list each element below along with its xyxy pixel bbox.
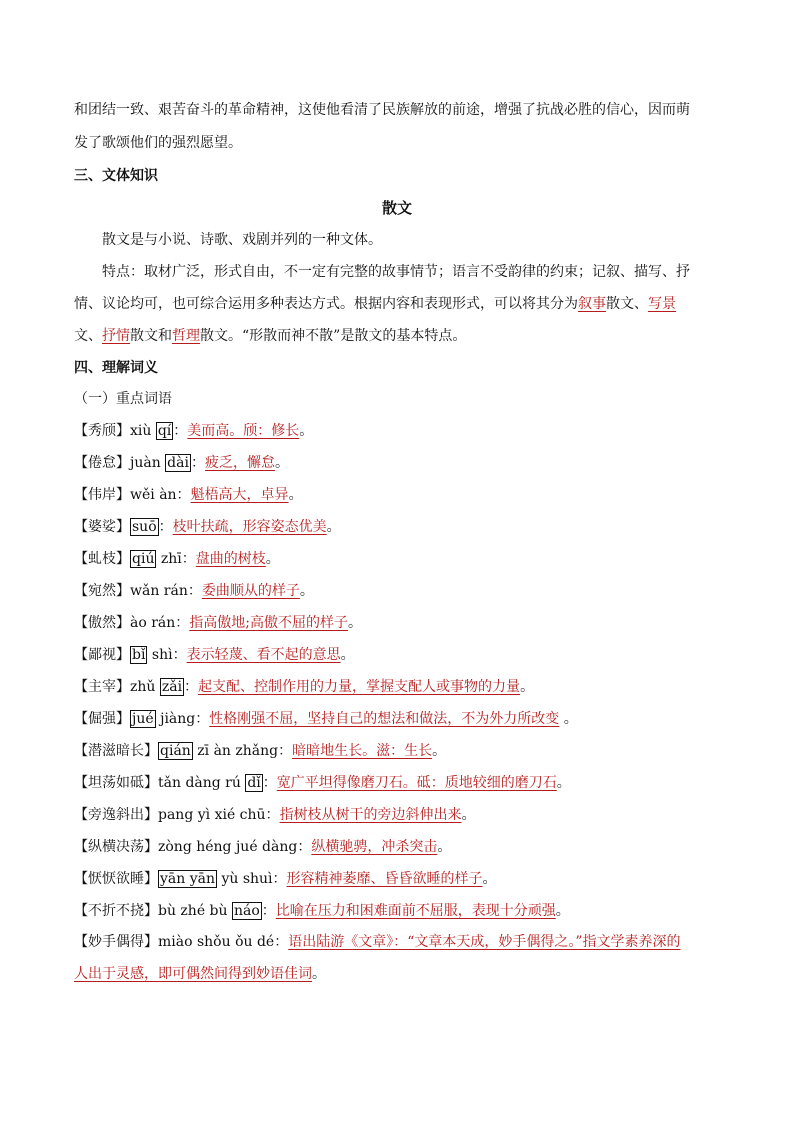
vocab-term: 【倦怠】 — [74, 455, 130, 471]
text-segment: 。 — [265, 551, 280, 567]
vocab-pinyin: ： — [261, 903, 276, 919]
vocab-entry-last-line-2 — [74, 964, 326, 984]
vocab-pinyin-boxed: dài — [167, 455, 189, 471]
vocab-term: 【虬枝】 — [74, 551, 130, 567]
keyword-narrative: 叙事 — [578, 296, 606, 312]
vocab-definition: 性格刚强不屈，坚持自己的想法和做法，不为外力所改变 — [209, 711, 560, 727]
vocab-term: 【伟岸】 — [74, 487, 130, 503]
essay-title: 散文 — [381, 199, 412, 217]
vocab-definition: 宽广平坦得像磨刀石。砥：质地较细的磨刀石 — [276, 775, 557, 791]
text-segment: 情、议论均可，也可综合运用多种表达方式。根据内容和表现形式，可以将其分为 — [74, 296, 578, 312]
vocab-term: 【妙手偶得】 — [74, 934, 158, 950]
vocab-pinyin: ： — [190, 455, 205, 471]
vocab-pinyin: zhī： — [156, 551, 196, 567]
vocab-pinyin: zhǔ — [130, 679, 160, 695]
vocab-definition: 纵横驰骋，冲杀突击 — [311, 839, 438, 855]
text-segment: 散文和 — [130, 328, 172, 344]
vocab-pinyin-boxed: náo — [234, 903, 260, 919]
vocab-definition: 表示轻蔑、看不起的意思 — [186, 647, 341, 663]
vocab-term: 【倔强】 — [74, 711, 130, 727]
vocab-pinyin-boxed: dǐ — [247, 775, 261, 791]
text-segment: 。 — [326, 519, 341, 535]
vocab-entry — [74, 837, 451, 857]
vocab-pinyin: jiàng： — [155, 711, 210, 727]
vocab-pinyin-boxed: jué — [132, 711, 154, 727]
vocab-pinyin: shì： — [147, 647, 187, 663]
vocab-term: 【恹恹欲睡】 — [74, 871, 158, 887]
section-4-heading: 四、理解词义 — [74, 360, 158, 376]
vocab-definition: 疲乏，懈怠 — [204, 455, 275, 471]
vocab-entry — [74, 485, 303, 505]
vocab-entry — [74, 677, 534, 697]
vocab-term: 【主宰】 — [74, 679, 130, 695]
vocab-entry — [74, 549, 280, 569]
vocab-pinyin: zī àn zhǎng： — [192, 743, 293, 759]
vocab-term: 【婆娑】 — [74, 519, 130, 535]
text-segment: 。 — [482, 871, 497, 887]
vocab-pinyin: miào shǒu ǒu dé： — [158, 934, 289, 950]
vocab-pinyin: bù zhé bù — [158, 903, 232, 919]
text-segment: 。 — [461, 807, 476, 823]
vocab-definition: 指树枝从树干的旁边斜伸出来 — [279, 807, 462, 823]
text-segment: 。 — [312, 966, 326, 982]
vocab-definition: 委曲顺从的样子 — [201, 583, 300, 599]
vocab-term: 【潜滋暗长】 — [74, 743, 158, 759]
vocab-pinyin: tǎn dàng rú — [158, 775, 246, 791]
vocab-definition: 语出陆游《文章》：“文章本天成，妙手偶得之。”指文学素养深的 — [288, 934, 681, 950]
text-segment: 。 — [556, 775, 571, 791]
vocab-term: 【宛然】 — [74, 583, 130, 599]
vocab-pinyin-boxed: yān yān — [160, 871, 215, 887]
vocab-entry — [74, 613, 362, 633]
keyword-lyric: 抒情 — [102, 328, 130, 344]
vocab-entry-last-line-1 — [74, 932, 681, 952]
vocab-definition: 盘曲的树枝 — [195, 551, 266, 567]
vocab-pinyin: juàn — [130, 455, 166, 471]
vocab-definition: 起支配、控制作用的力量，掌握支配人或事物的力量 — [198, 679, 521, 695]
vocab-pinyin-boxed: zǎi — [161, 679, 183, 695]
keyword-philosophy: 哲理 — [172, 328, 200, 344]
vocab-pinyin: yù shuì： — [217, 871, 287, 887]
vocab-pinyin: ： — [184, 679, 199, 695]
vocab-pinyin-boxed: qí — [157, 423, 172, 439]
vocab-entry — [74, 517, 341, 537]
vocab-pinyin: wěi àn： — [130, 487, 191, 503]
vocab-entry — [74, 645, 355, 665]
text-segment: 。 — [299, 423, 314, 439]
essay-paragraph-2b — [74, 294, 676, 314]
text-segment: 。 — [288, 487, 303, 503]
vocab-term: 【秀颀】 — [74, 423, 130, 439]
vocab-definition: 形容精神萎靡、昏昏欲睡的样子 — [286, 871, 483, 887]
vocab-term: 【旁逸斜出】 — [74, 807, 158, 823]
vocab-definition: 魁梧高大，卓异 — [190, 487, 289, 503]
text-segment: 。 — [437, 839, 452, 855]
vocab-definition: 人出于灵感，即可偶然间得到妙语佳词 — [74, 966, 312, 982]
vocab-pinyin: xiù — [130, 423, 156, 439]
vocab-definition: 比喻在压力和困难面前不屈服，表现十分顽强 — [275, 903, 556, 919]
intro-line-2: 发了歌颂他们的强烈愿望。 — [74, 135, 242, 151]
vocab-entry — [74, 453, 289, 473]
text-segment: 。 — [432, 743, 447, 759]
text-segment: 。 — [555, 903, 570, 919]
section-4-subheading: （一）重点词语 — [74, 391, 172, 407]
text-segment: 。 — [340, 647, 355, 663]
intro-line-1: 和团结一致、艰苦奋斗的革命精神，这使他看清了民族解放的前途，增强了抗战必胜的信心，因而萌 — [74, 102, 690, 118]
vocab-term: 【纵横决荡】 — [74, 839, 158, 855]
text-segment: 散文、 — [606, 296, 648, 312]
text-segment: 。 — [274, 455, 289, 471]
vocab-entry — [74, 581, 314, 601]
keyword-scenery: 写景 — [648, 296, 676, 312]
text-segment: 。 — [299, 583, 314, 599]
vocab-term: 【傲然】 — [74, 615, 130, 631]
essay-paragraph-2c — [74, 326, 466, 346]
vocab-entry — [74, 805, 476, 825]
text-segment: 散文。“形散而神不散”是散文的基本特点。 — [200, 328, 467, 344]
vocab-pinyin-boxed: qián — [160, 743, 191, 759]
vocab-term: 【不折不挠】 — [74, 903, 158, 919]
vocab-term: 【鄙视】 — [74, 647, 130, 663]
vocab-pinyin: wǎn rán： — [130, 583, 202, 599]
vocab-definition: 美而高。颀：修长 — [187, 423, 300, 439]
vocab-entry — [74, 773, 571, 793]
vocab-pinyin-boxed: qiú — [132, 551, 155, 567]
vocab-pinyin: ào rán： — [130, 615, 190, 631]
text-segment: 。 — [348, 615, 362, 631]
vocab-pinyin: ： — [173, 423, 188, 439]
vocab-pinyin-boxed: bǐ — [132, 647, 146, 663]
vocab-pinyin: zòng héng jué dàng： — [158, 839, 312, 855]
text-segment: 。 — [559, 711, 578, 727]
vocab-definition: 枝叶扶疏，形容姿态优美 — [172, 519, 327, 535]
vocab-entry — [74, 421, 313, 441]
vocab-entry — [74, 901, 570, 921]
essay-paragraph-1: 散文是与小说、诗歌、戏剧并列的一种文体。 — [102, 232, 382, 248]
vocab-pinyin: pang yì xié chū： — [158, 807, 280, 823]
vocab-entry — [74, 741, 446, 761]
section-3-heading: 三、文体知识 — [74, 168, 158, 184]
text-segment: 文、 — [74, 328, 102, 344]
vocab-entry — [74, 709, 578, 729]
vocab-pinyin: ： — [158, 519, 173, 535]
text-segment: 。 — [520, 679, 535, 695]
vocab-entry — [74, 869, 497, 889]
vocab-pinyin: ： — [262, 775, 277, 791]
vocab-definition: 暗暗地生长。滋：生长 — [292, 743, 433, 759]
vocab-term: 【坦荡如砥】 — [74, 775, 158, 791]
essay-paragraph-2a: 特点：取材广泛，形式自由，不一定有完整的故事情节；语言不受韵律的约束；记叙、描写、抒 — [102, 264, 690, 280]
vocab-pinyin-boxed: suō — [132, 519, 157, 535]
vocab-definition: 指高傲地;高傲不屈的样子 — [189, 615, 348, 631]
